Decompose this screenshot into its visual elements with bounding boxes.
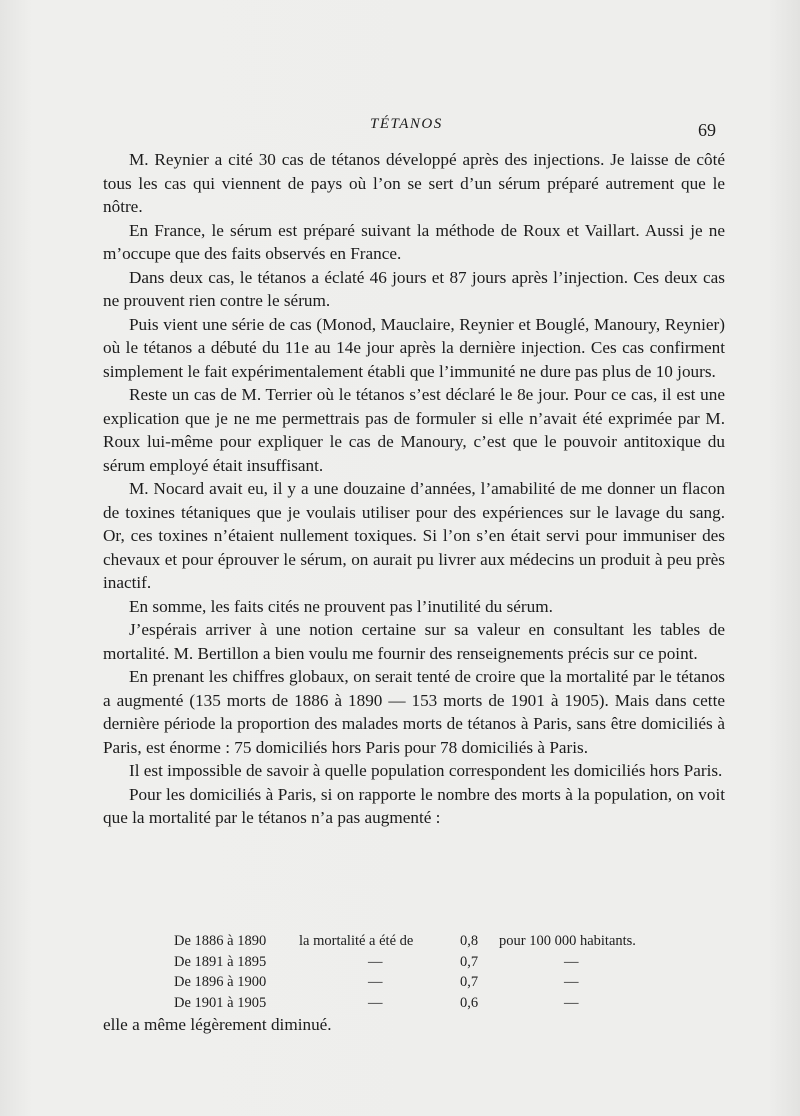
description-cell: — [368, 974, 383, 990]
running-title: TÉTANOS [370, 116, 443, 132]
paragraph: M. Reynier a cité 30 cas de tétanos développé après des injections. Je laisse de côté tous les cas qui viennent de pays où l’on se sert d’un sérum préparé autrement que le nôtre. [103, 150, 725, 216]
paragraph: M. Nocard avait eu, il y a une douzaine d’années, l’amabilité de me donner un flacon de toxines tétaniques que je voulais utiliser pour des expériences sur le lavage du sang. Or, ces toxines n’étaient nullement toxiques. Si l’on s’en était servi pour immuniser des chevaux et pour éprouver le sérum, on aurait pu livrer aux médecins un produit à peu près inactif. [103, 479, 725, 592]
unit-cell: pour 100 000 habitants. [499, 933, 636, 949]
paragraph: J’espérais arriver à une notion certaine sur sa valeur en consultant les tables de mortalité. M. Bertillon a bien voulu me fournir des renseignements précis sur ce point. [103, 620, 725, 663]
paragraph: En France, le sérum est préparé suivant la méthode de Roux et Vaillart. Aussi je ne m’occupe que des faits observés en France. [103, 220, 725, 263]
paragraph: Dans deux cas, le tétanos a éclaté 46 jours et 87 jours après l’injection. Ces deux cas ne prouvent rien contre le sérum. [103, 267, 725, 310]
unit-cell: — [564, 994, 579, 1011]
description-cell: — [368, 953, 383, 970]
rate-cell: 0,8 [460, 933, 479, 949]
unit-cell: — [564, 974, 579, 990]
table-row [174, 952, 674, 973]
description-cell: — [368, 994, 383, 1011]
table-row [174, 931, 674, 952]
page-number: 69 [698, 120, 716, 140]
period-cell: De 1901 à 1905 [174, 994, 267, 1011]
rate-cell: 0,7 [460, 974, 479, 990]
page-header [0, 112, 800, 142]
paragraph: Reste un cas de M. Terrier où le tétanos s’est déclaré le 8e jour. Pour ce cas, il est une explication que je ne me permettrais pas de formuler si elle n’avait été exprimée par M. Roux lui-même pour expliquer le cas de Manoury, c’est que le pouvoir antitoxique du sérum employé était insuffisant. [103, 385, 725, 475]
table-row [174, 993, 674, 1014]
period-cell: De 1891 à 1895 [174, 953, 267, 970]
rate-cell: 0,7 [460, 953, 479, 970]
rate-cell: 0,6 [460, 994, 479, 1011]
description-cell: la mortalité a été de [299, 933, 414, 949]
paragraph: Pour les domiciliés à Paris, si on rapporte le nombre des morts à la population, on voit que la mortalité par le tétanos n’a pas augmenté : [103, 784, 725, 827]
period-cell: De 1896 à 1900 [174, 974, 267, 990]
closing-line: elle a même légèrement diminué. [103, 1015, 332, 1034]
period-cell: De 1886 à 1890 [174, 933, 267, 949]
paragraph: En somme, les faits cités ne prouvent pas l’inutilité du sérum. [129, 596, 553, 616]
paragraph: Puis vient une série de cas (Monod, Mauclaire, Reynier et Bouglé, Manoury, Reynier) où le tétanos a débuté du 11e au 14e jour après la dernière injection. Ces cas confirment simplement le fait expérimentalement établi que l’immunité ne dure pas plus de 10 jours. [103, 314, 725, 381]
unit-cell: — [564, 953, 579, 970]
paragraph: En prenant les chiffres globaux, on serait tenté de croire que la mortalité par le tétanos a augmenté (135 morts de 1886 à 1890 — 153 morts de 1901 à 1905). Mais dans cette dernière période la proportion des malades morts de tétanos à Paris, sans être domiciliés à Paris, est énorme : 75 domiciliés hors Paris pour 78 domiciliés à Paris. [103, 667, 725, 757]
paragraph: Il est impossible de savoir à quelle population correspondent les domiciliés hors Paris. [129, 761, 723, 780]
mortality-table [174, 931, 674, 1013]
table-row [174, 972, 674, 993]
body-text [103, 148, 725, 830]
